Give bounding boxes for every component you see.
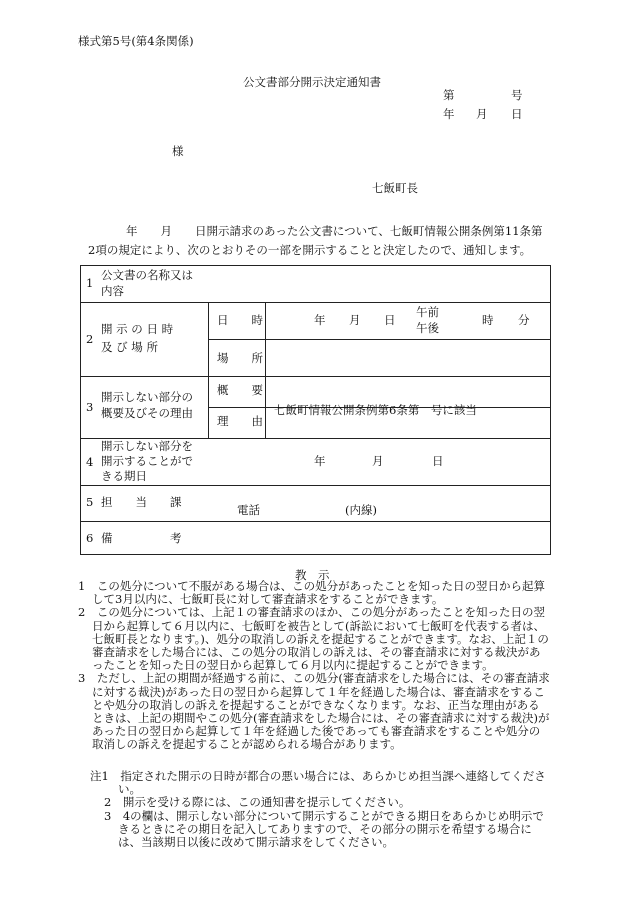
note-2: 2 開示を受ける際には、この通知書を提示してください。 [104,795,411,810]
row-3-label-a: 開示しない部分の [101,390,193,404]
row-5-label: 担 当 課 [101,495,182,509]
row-3-sub-reason-label: 理 由 [217,414,263,428]
notes-body [90,770,550,849]
row-6-number: 6 [86,531,94,545]
date-day: 日 [511,107,523,121]
row-4-label-b: 開示することがで [101,454,193,468]
row-2-sub-datetime-label: 日 時 [217,313,263,327]
notice-item-1: 1 この処分について不服がある場合は、この処分があったことを知った日の翌日から起算して3月以内に、七飯町長に対して審査請求をすることができます。 [78,579,545,607]
row-2-number: 2 [86,332,94,346]
period-day: 日 [432,454,444,468]
note-3: 3 4の欄は、開示しない部分について開示することができる期日をあらかじめ明示できるときにその期日を記入してありますので、その部分の開示を希望する場合には、当該期日以後に改めて開示請求をしてください。 [104,808,544,850]
notice-body [78,580,550,752]
row-5-number: 5 [86,495,94,509]
row-3-label-b: 概要及びその理由 [101,406,193,420]
datetime-year: 年 [314,313,326,327]
phone-label: 電話 [237,503,260,517]
row-4-label-a: 開示しない部分を [101,439,193,453]
notice-item-3: 3 ただし、上記の期間が経過する前に、この処分(審査請求をした場合には、その審査請求に対する裁決)があった日の翌日から起算して１年を経過した場合は、審査請求をすることや処分の取消しの訴えを提起することができなくなります。なお、正当な理由があるときは、上記の期間やこの処分(審査請求をした場合には、その審査請求に対する裁決)があった日の翌日から起算して１年を経過した後であっても審査請求をすることや処分の取消しの訴えを提起することが認められる場合があります。 [78,671,550,752]
reason-text: 七飯町情報公開条例第6条第 号に該当 [274,403,477,417]
row-2-sub-place-label: 場 所 [217,351,263,365]
recipient-suffix: 様 [172,144,184,158]
row-2-label-b: 及 び 場 所 [101,340,158,354]
datetime-am: 午前 [416,305,439,319]
datetime-hour: 時 [482,313,494,327]
row-4-label-c: きる期日 [101,469,147,483]
intro-line-1: 年 月 日開示請求のあった公文書について、七飯町情報公開条例第11条第 [126,224,543,238]
period-month: 月 [372,454,384,468]
date-year: 年 [443,107,455,121]
row-4-number: 4 [86,455,94,469]
form-number: 様式第5号(第4条関係) [78,34,194,48]
datetime-month: 月 [349,313,361,327]
intro-line-2: 2項の規定により、次のとおりその一部を開示することと決定したので、通知します。 [88,243,532,257]
row-3-sub-summary-label: 概 要 [217,383,263,397]
document-title: 公文書部分開示決定通知書 [243,75,381,89]
notice-item-2: 2 この処分については、上記１の審査請求のほか、この処分があったことを知った日の翌日から起算して６月以内に、七飯町を被告として(訴訟において七飯町を代表する者は、七飯町長となります。)、処分の取消しの訴えを提起することができます。なお、上記１の審査請求をした場合には、この処分の取消しの訴えは、その審査請求に対する裁決があったことを知った日の翌日から起算して６月以内に提起することができます。 [78,605,549,673]
note-1: 注1 指定された開示の日時が都合の悪い場合には、あらかじめ担当課へ連絡してください。 [90,769,546,797]
datetime-day: 日 [384,313,396,327]
row-1-label-b: 内容 [101,284,124,298]
notice-title: 教 示 [295,568,330,582]
info-table [80,265,551,555]
period-year: 年 [314,454,326,468]
date-month: 月 [476,107,488,121]
extension-label: (内線) [345,503,377,517]
row-1-number: 1 [86,276,94,290]
datetime-minute: 分 [518,313,530,327]
row-2-label-a: 開 示 の 日 時 [101,322,174,336]
doc-number-prefix: 第 [443,88,455,102]
datetime-pm: 午後 [416,321,439,335]
row-1-label-a: 公文書の名称又は [101,268,193,282]
row-6-label: 備 考 [101,531,182,545]
issuer: 七飯町長 [372,181,418,195]
doc-number-suffix: 号 [511,88,523,102]
row-3-number: 3 [86,400,94,414]
